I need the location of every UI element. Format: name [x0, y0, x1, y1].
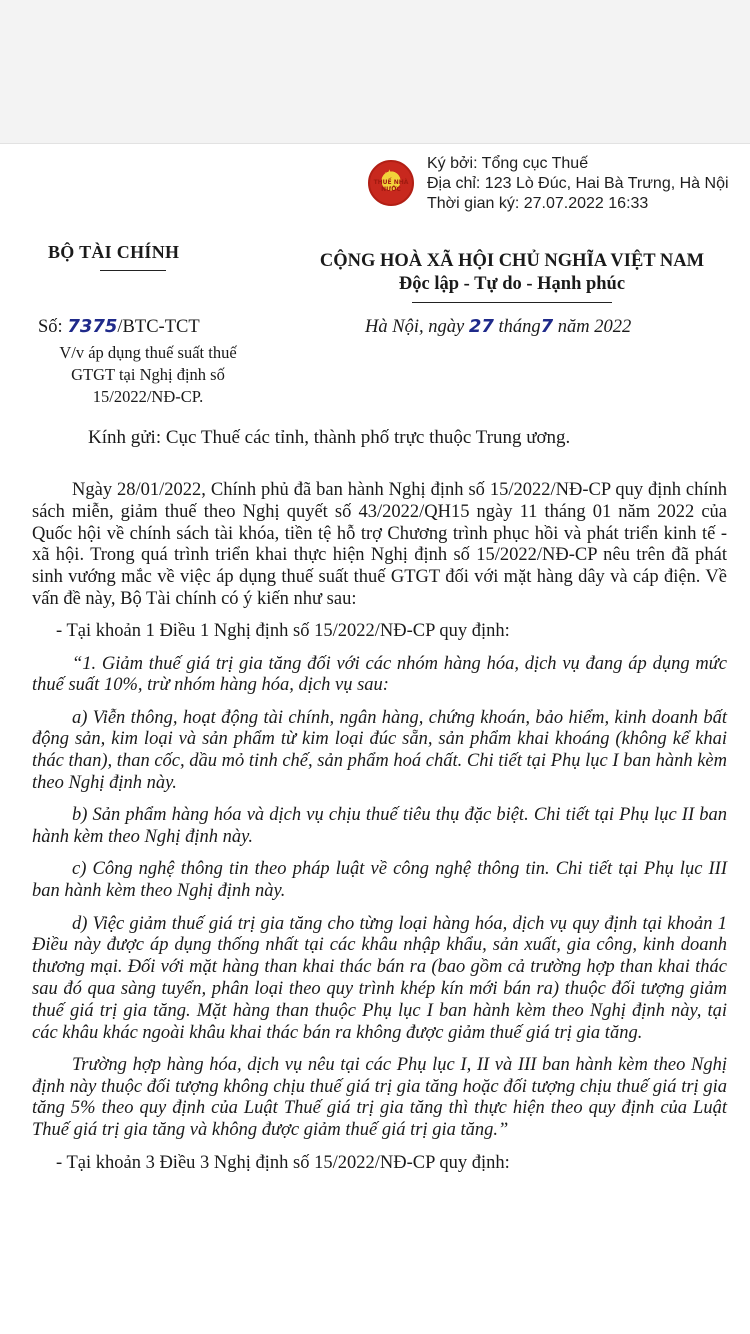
number-handwritten: 7375 — [67, 316, 118, 337]
quote-paragraph: “1. Giảm thuế giá trị gia tăng đối với các nhóm hàng hóa, dịch vụ đang áp dụng mức thuế suất 10%, trừ nhóm hàng hóa, dịch vụ sau: — [32, 653, 727, 696]
quote-paragraph: a) Viễn thông, hoạt động tài chính, ngân hàng, chứng khoán, bảo hiểm, kinh doanh bất động sản, kim loại và sản phẩm từ kim loại đúc sẵn, sản phẩm khai khoáng (không kể khai thác than), than cốc, dầu mỏ tinh chế, sản phẩm hoá chất. Chi tiết tại Phụ lục I ban hành kèm theo Nghị định này. — [32, 707, 727, 794]
seal-icon — [368, 160, 414, 206]
document-date — [365, 316, 631, 338]
number-prefix: Số: — [38, 317, 68, 337]
signature-time: Thời gian ký: 27.07.2022 16:33 — [427, 195, 649, 212]
body-paragraph: - Tại khoản 1 Điều 1 Nghị định số 15/2022/NĐ-CP quy định: — [56, 621, 510, 642]
number-suffix: /BTC-TCT — [117, 317, 200, 337]
agency-underline — [100, 270, 166, 271]
date-prefix: Hà Nội, ngày — [365, 317, 469, 337]
date-month-handwritten: 7 — [540, 316, 554, 337]
digital-signature-block — [427, 154, 729, 214]
quote-paragraph: Trường hợp hàng hóa, dịch vụ nêu tại các Phụ lục I, II và III ban hành kèm theo Nghị định này thuộc đối tượng không chịu thuế giá trị gia tăng hoặc đối tượng chịu thuế giá trị gia tăng 5% theo quy định của Luật Thuế giá trị gia tăng thì thực hiện theo quy định của Luật Thuế giá trị gia tăng và không được giảm thuế giá trị gia tăng.” — [32, 1054, 727, 1141]
nation-title: CỘNG HOÀ XÃ HỘI CHỦ NGHĨA VIỆT NAM — [319, 251, 705, 271]
recipient-line: Kính gửi: Cục Thuế các tỉnh, thành phố trực thuộc Trung ương. — [88, 427, 571, 448]
subject-line: GTGT tại Nghị định số — [71, 365, 225, 384]
document-body — [32, 480, 727, 1185]
document-page — [0, 146, 750, 1334]
seal-text: THUẾ NHÀ NƯỚC — [373, 179, 409, 193]
motto-underline — [412, 302, 612, 303]
date-suffix: năm 2022 — [553, 317, 632, 337]
quote-paragraph: b) Sản phẩm hàng hóa và dịch vụ chịu thuế tiêu thụ đặc biệt. Chi tiết tại Phụ lục II ban hành kèm theo Nghị định này. — [32, 805, 727, 848]
subject-line: V/v áp dụng thuế suất thuế — [59, 343, 237, 362]
quote-paragraph: d) Việc giảm thuế giá trị gia tăng cho từng loại hàng hóa, dịch vụ quy định tại khoản 1 Điều này được áp dụng thống nhất tại các khâu nhập khẩu, sản xuất, gia công, kinh doanh thương mại. Đối với mặt hàng than khai thác bán ra (bao gồm cả trường hợp than khai thác sau đó qua sàng tuyển, phân loại theo quy trình khép kín mới bán ra) thuộc đối tượng giảm thuế giá trị gia tăng. Mặt hàng than thuộc Phụ lục I ban hành kèm theo Nghị định này, tại các khâu khác ngoài khâu khai thác bán ra không được giảm thuế giá trị gia tăng. — [32, 913, 727, 1043]
document-subject — [28, 342, 268, 408]
body-paragraph: Ngày 28/01/2022, Chính phủ đã ban hành Nghị định số 15/2022/NĐ-CP quy định chính sách miễn, giảm thuế theo Nghị quyết số 43/2022/QH15 ngày 11 tháng 01 năm 2022 của Quốc hội về chính sách tài khóa, tiền tệ hỗ trợ Chương trình phục hồi và phát triển kinh tế - xã hội. Trong quá trình triển khai thực hiện Nghị định số 15/2022/NĐ-CP nêu trên đã phát sinh vướng mắc về việc áp dụng thuế suất thuế GTGT đối với mặt hàng dây và cáp điện. Về vấn đề này, Bộ Tài chính có ý kiến như sau: — [32, 480, 727, 609]
document-number — [38, 316, 200, 338]
agency-name: BỘ TÀI CHÍNH — [48, 242, 180, 262]
date-month-label: tháng — [493, 317, 541, 337]
body-paragraph: - Tại khoản 3 Điều 3 Nghị định số 15/2022/NĐ-CP quy định: — [56, 1152, 510, 1173]
date-day-handwritten: 27 — [468, 316, 494, 337]
subject-line: 15/2022/NĐ-CP. — [92, 387, 204, 406]
signature-address: Địa chỉ: 123 Lò Đúc, Hai Bà Trưng, Hà Nội — [427, 175, 729, 192]
quote-paragraph: c) Công nghệ thông tin theo pháp luật về công nghệ thông tin. Chi tiết tại Phụ lục III ban hành kèm theo Nghị định này. — [32, 859, 727, 902]
signature-signed-by: Ký bởi: Tổng cục Thuế — [427, 155, 589, 172]
viewer-top-bar — [0, 0, 750, 144]
star-icon: ★ — [384, 167, 395, 181]
motto: Độc lập - Tự do - Hạnh phúc — [398, 274, 626, 294]
